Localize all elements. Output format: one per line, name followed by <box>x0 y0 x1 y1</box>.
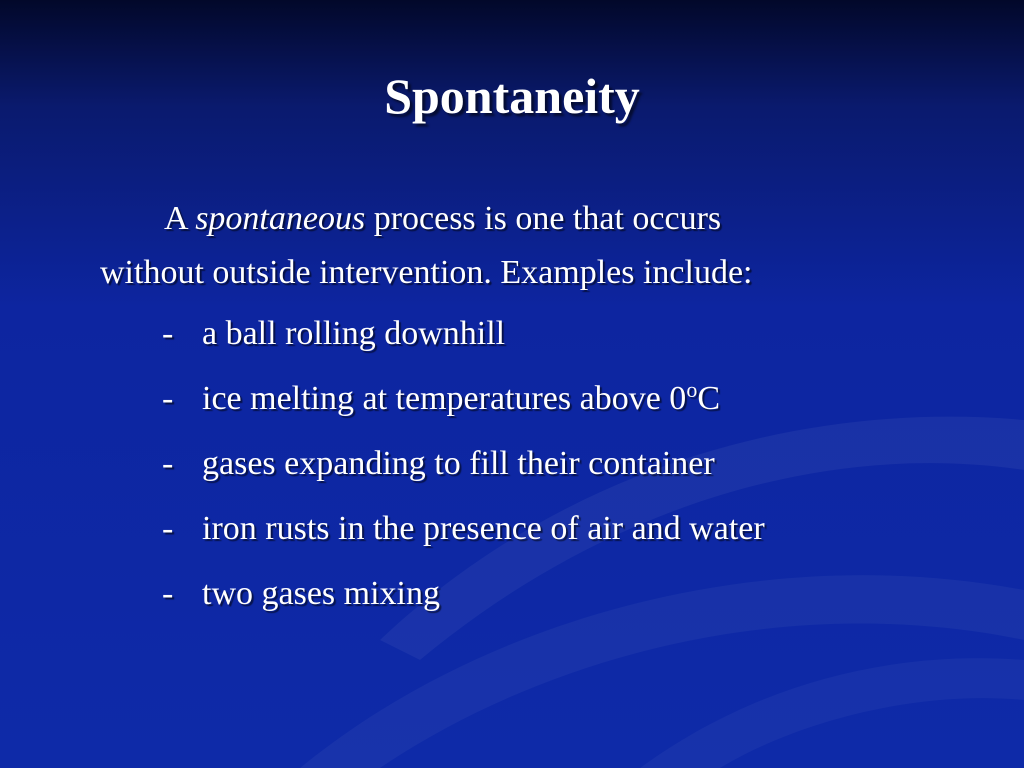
intro-rest: process is one that occurs <box>373 200 722 237</box>
degree-superscript: o <box>686 377 698 402</box>
intro-paragraph <box>100 192 980 300</box>
example-marker: - <box>162 510 174 547</box>
example-marker: - <box>162 445 174 482</box>
example-item <box>162 305 1002 370</box>
example-text: iron rusts in the presence of air and water <box>202 510 765 547</box>
example-item <box>162 565 1002 630</box>
example-marker: - <box>162 575 174 612</box>
intro-term: spontaneous <box>195 200 366 237</box>
intro-lead: A <box>164 200 187 237</box>
example-item <box>162 500 1002 565</box>
example-text: two gases mixing <box>202 575 440 612</box>
example-text: ice melting at temperatures above 0 <box>202 380 687 417</box>
unit-suffix: C <box>697 380 720 417</box>
slide-title: Spontaneity <box>384 68 640 124</box>
intro-line-2: without outside intervention. Examples include: <box>100 254 753 291</box>
example-marker: - <box>162 315 174 352</box>
example-text: gases expanding to fill their container <box>202 445 715 482</box>
example-item <box>162 435 1002 500</box>
intro-line-1 <box>100 192 980 246</box>
example-text: a ball rolling downhill <box>202 315 506 352</box>
example-item <box>162 370 1002 435</box>
example-marker: - <box>162 380 174 417</box>
examples-list <box>162 305 1002 630</box>
